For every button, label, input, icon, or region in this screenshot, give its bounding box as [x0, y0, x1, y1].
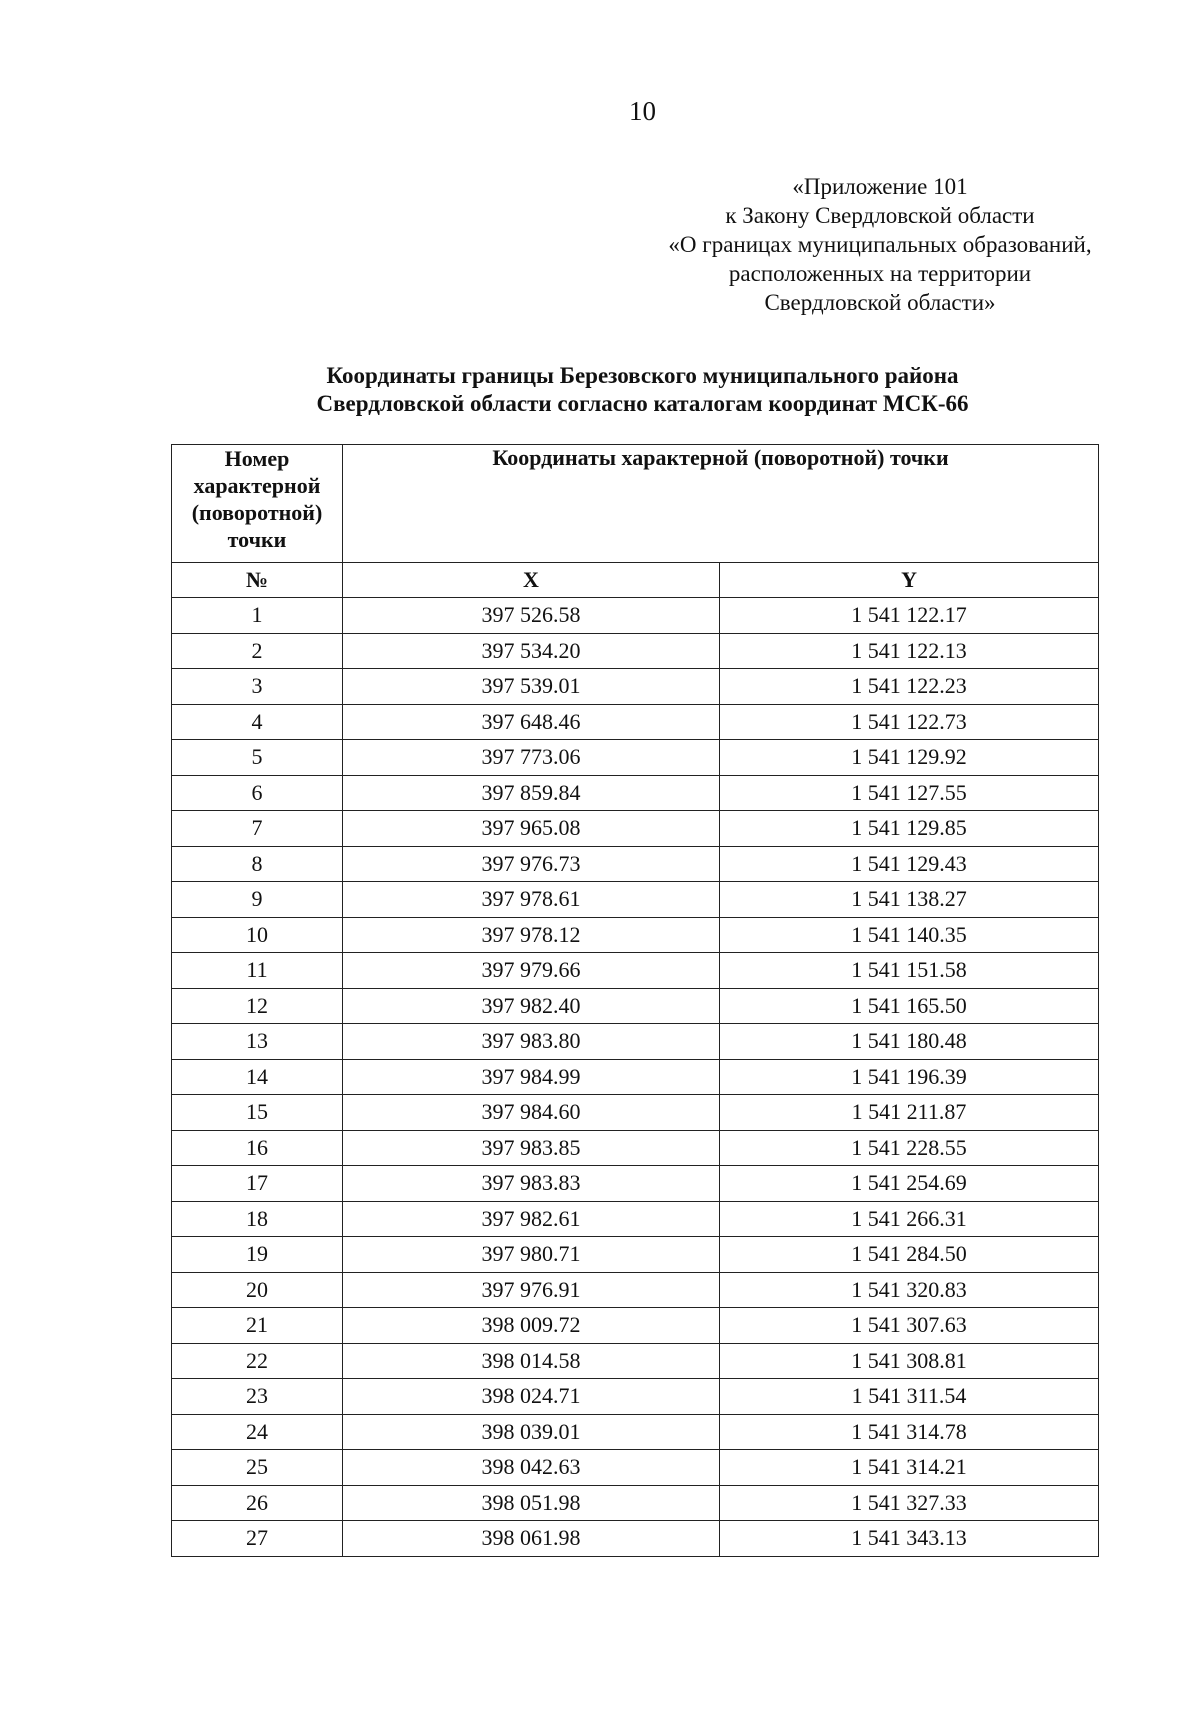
x-coordinate-cell: 397 773.06: [343, 740, 720, 776]
y-coordinate-cell: 1 541 140.35: [720, 917, 1099, 953]
y-coordinate-cell: 1 541 311.54: [720, 1379, 1099, 1415]
y-coordinate-cell: 1 541 211.87: [720, 1095, 1099, 1131]
x-coordinate-cell: 397 983.83: [343, 1166, 720, 1202]
x-coordinate-cell: 397 984.60: [343, 1095, 720, 1131]
y-coordinate-cell: 1 541 138.27: [720, 882, 1099, 918]
y-coordinate-cell: 1 541 122.17: [720, 598, 1099, 634]
page-number: 10: [629, 96, 656, 126]
table-row: [172, 633, 1099, 669]
table-row: [172, 740, 1099, 776]
point-number-cell: 25: [172, 1450, 343, 1486]
x-coordinate-cell: 397 980.71: [343, 1237, 720, 1273]
point-number-cell: 5: [172, 740, 343, 776]
point-number-cell: 10: [172, 917, 343, 953]
table-row: [172, 1024, 1099, 1060]
x-coordinate-cell: 397 648.46: [343, 704, 720, 740]
x-coordinate-cell: 398 014.58: [343, 1343, 720, 1379]
y-coordinate-cell: 1 541 314.21: [720, 1450, 1099, 1486]
table-row: [172, 1450, 1099, 1486]
coordinates-table: [171, 444, 1099, 1557]
y-coordinate-cell: 1 541 122.13: [720, 633, 1099, 669]
table-row: [172, 1237, 1099, 1273]
y-coordinate-cell: 1 541 196.39: [720, 1059, 1099, 1095]
table-body: [172, 598, 1099, 1557]
title-line: Свердловской области согласно каталогам координат МСК-66: [316, 391, 969, 416]
point-number-cell: 16: [172, 1130, 343, 1166]
table-row: [172, 1095, 1099, 1131]
appendix-line: к Закону Свердловской области: [725, 203, 1035, 228]
x-coordinate-cell: 397 539.01: [343, 669, 720, 705]
header-coordinates: Координаты характерной (поворотной) точки: [343, 445, 1099, 563]
table-row: [172, 775, 1099, 811]
table-row: [172, 882, 1099, 918]
point-number-cell: 19: [172, 1237, 343, 1273]
point-number-cell: 26: [172, 1485, 343, 1521]
x-coordinate-cell: 397 976.73: [343, 846, 720, 882]
x-coordinate-cell: 397 983.80: [343, 1024, 720, 1060]
table-row: [172, 1201, 1099, 1237]
table-row: [172, 1059, 1099, 1095]
point-number-cell: 24: [172, 1414, 343, 1450]
table-row: [172, 1414, 1099, 1450]
y-coordinate-cell: 1 541 129.85: [720, 811, 1099, 847]
y-coordinate-cell: 1 541 266.31: [720, 1201, 1099, 1237]
table-row: [172, 669, 1099, 705]
table-row: [172, 953, 1099, 989]
point-number-cell: 4: [172, 704, 343, 740]
y-coordinate-cell: 1 541 122.73: [720, 704, 1099, 740]
point-number-cell: 20: [172, 1272, 343, 1308]
x-coordinate-cell: 398 009.72: [343, 1308, 720, 1344]
point-number-cell: 6: [172, 775, 343, 811]
point-number-cell: 15: [172, 1095, 343, 1131]
table-row: [172, 1343, 1099, 1379]
appendix-reference: [640, 172, 1120, 317]
table-row: [172, 1130, 1099, 1166]
appendix-line: расположенных на территории: [728, 261, 1032, 286]
point-number-cell: 27: [172, 1521, 343, 1557]
point-number-cell: 2: [172, 633, 343, 669]
point-number-cell: 22: [172, 1343, 343, 1379]
appendix-line: Свердловской области»: [764, 290, 996, 315]
x-coordinate-cell: 397 978.61: [343, 882, 720, 918]
x-coordinate-cell: 397 979.66: [343, 953, 720, 989]
point-number-cell: 7: [172, 811, 343, 847]
y-coordinate-cell: 1 541 129.92: [720, 740, 1099, 776]
y-coordinate-cell: 1 541 228.55: [720, 1130, 1099, 1166]
table-row: [172, 704, 1099, 740]
y-coordinate-cell: 1 541 122.23: [720, 669, 1099, 705]
table-row: [172, 846, 1099, 882]
column-header-x: X: [343, 563, 720, 598]
table-row: [172, 598, 1099, 634]
y-coordinate-cell: 1 541 308.81: [720, 1343, 1099, 1379]
y-coordinate-cell: 1 541 343.13: [720, 1521, 1099, 1557]
column-header-no: №: [172, 563, 343, 598]
point-number-cell: 11: [172, 953, 343, 989]
y-coordinate-cell: 1 541 254.69: [720, 1166, 1099, 1202]
point-number-cell: 8: [172, 846, 343, 882]
table-row: [172, 811, 1099, 847]
table-row: [172, 1379, 1099, 1415]
table-row: [172, 1521, 1099, 1557]
table-row: [172, 1308, 1099, 1344]
point-number-cell: 18: [172, 1201, 343, 1237]
y-coordinate-cell: 1 541 129.43: [720, 846, 1099, 882]
y-coordinate-cell: 1 541 307.63: [720, 1308, 1099, 1344]
x-coordinate-cell: 397 976.91: [343, 1272, 720, 1308]
title-line: Координаты границы Березовского муниципального района: [326, 363, 959, 388]
y-coordinate-cell: 1 541 127.55: [720, 775, 1099, 811]
appendix-line: «Приложение 101: [792, 174, 968, 199]
x-coordinate-cell: 398 039.01: [343, 1414, 720, 1450]
y-coordinate-cell: 1 541 284.50: [720, 1237, 1099, 1273]
column-header-y: Y: [720, 563, 1099, 598]
table-row: [172, 988, 1099, 1024]
x-coordinate-cell: 397 978.12: [343, 917, 720, 953]
y-coordinate-cell: 1 541 320.83: [720, 1272, 1099, 1308]
x-coordinate-cell: 397 982.61: [343, 1201, 720, 1237]
x-coordinate-cell: 397 983.85: [343, 1130, 720, 1166]
y-coordinate-cell: 1 541 327.33: [720, 1485, 1099, 1521]
x-coordinate-cell: 398 061.98: [343, 1521, 720, 1557]
document-title: [0, 362, 1200, 418]
table-row: [172, 1166, 1099, 1202]
x-coordinate-cell: 397 526.58: [343, 598, 720, 634]
point-number-cell: 17: [172, 1166, 343, 1202]
appendix-line: «О границах муниципальных образований,: [668, 232, 1092, 257]
y-coordinate-cell: 1 541 151.58: [720, 953, 1099, 989]
header-point-number: Номер характерной (поворотной) точки: [172, 445, 343, 563]
point-number-cell: 3: [172, 669, 343, 705]
table-row: [172, 917, 1099, 953]
point-number-cell: 13: [172, 1024, 343, 1060]
x-coordinate-cell: 397 859.84: [343, 775, 720, 811]
table-row: [172, 1485, 1099, 1521]
x-coordinate-cell: 397 965.08: [343, 811, 720, 847]
x-coordinate-cell: 398 024.71: [343, 1379, 720, 1415]
x-coordinate-cell: 397 984.99: [343, 1059, 720, 1095]
x-coordinate-cell: 397 982.40: [343, 988, 720, 1024]
y-coordinate-cell: 1 541 180.48: [720, 1024, 1099, 1060]
point-number-cell: 12: [172, 988, 343, 1024]
point-number-cell: 23: [172, 1379, 343, 1415]
point-number-cell: 1: [172, 598, 343, 634]
x-coordinate-cell: 397 534.20: [343, 633, 720, 669]
point-number-cell: 14: [172, 1059, 343, 1095]
x-coordinate-cell: 398 042.63: [343, 1450, 720, 1486]
y-coordinate-cell: 1 541 314.78: [720, 1414, 1099, 1450]
point-number-cell: 9: [172, 882, 343, 918]
x-coordinate-cell: 398 051.98: [343, 1485, 720, 1521]
point-number-cell: 21: [172, 1308, 343, 1344]
y-coordinate-cell: 1 541 165.50: [720, 988, 1099, 1024]
table-row: [172, 1272, 1099, 1308]
